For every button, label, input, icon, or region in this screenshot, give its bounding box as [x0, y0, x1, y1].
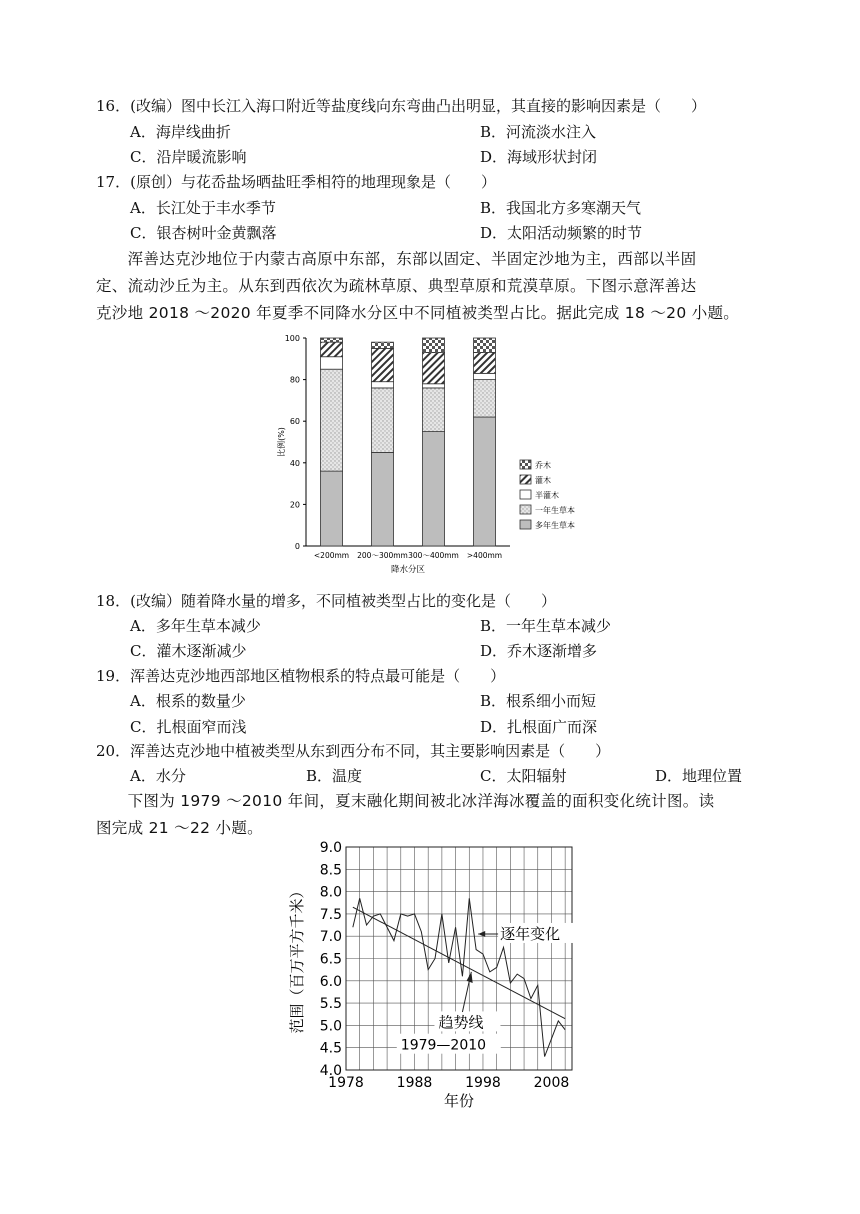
question-19-option-c: C．扎根面窄而浅 — [130, 718, 247, 736]
x-tick-label: <200mm — [313, 551, 350, 560]
legend-swatch — [520, 475, 531, 484]
question-20-option-a: A．水分 — [130, 767, 186, 785]
y-tick-label: 8.5 — [319, 862, 342, 879]
bar-segment — [372, 382, 394, 388]
question-17-stem: 17．(原创）与花岙盐场晒盐旺季相符的地理现象是（ ） — [96, 173, 496, 191]
vegetation-chart-svg — [270, 328, 600, 584]
bar-segment — [423, 384, 445, 388]
x-axis-label: 年份 — [443, 1092, 475, 1110]
x-tick-label: 1988 — [396, 1075, 433, 1091]
question-20-option-c: C．太阳辐射 — [480, 767, 567, 785]
question-20-option-d: D．地理位置 — [655, 767, 743, 785]
y-tick-label: 0 — [294, 542, 300, 551]
legend-label: 乔木 — [535, 461, 551, 470]
question-20-option-b: B．温度 — [306, 767, 363, 785]
bar-segment — [372, 452, 394, 546]
y-tick-label: 7.5 — [319, 906, 342, 923]
x-tick-label: 2008 — [533, 1075, 570, 1091]
legend-swatch — [520, 460, 531, 469]
legend-swatch — [520, 490, 531, 499]
x-tick-label: >400mm — [466, 551, 503, 560]
y-axis-label: 比例(%) — [277, 427, 286, 457]
bar-segment — [423, 353, 445, 384]
question-18-option-c: C．灌木逐渐减少 — [130, 642, 247, 660]
passage-2-line: 下图为 1979 ～2010 年间，夏末融化期间被北冰洋海冰覆盖的面积变化统计图。读 — [96, 792, 715, 810]
bar-segment — [474, 353, 496, 374]
bar-segment — [423, 432, 445, 546]
bar-segment — [372, 342, 394, 348]
yearly-change-line — [353, 898, 565, 1056]
bar-segment — [321, 357, 343, 369]
y-tick-label: 5.0 — [319, 1018, 342, 1035]
y-tick-label: 5.5 — [319, 996, 342, 1013]
passage-1 — [96, 246, 776, 327]
y-tick-label: 4.5 — [319, 1040, 342, 1057]
question-20-stem: 20．浑善达克沙地中植被类型从东到西分布不同，其主要影响因素是（ ） — [96, 742, 611, 760]
y-tick-label: 4.0 — [319, 1063, 342, 1079]
sea-ice-line-chart — [284, 838, 584, 1118]
question-16-option-a: A．海岸线曲折 — [130, 123, 231, 141]
y-tick-label: 9.0 — [319, 840, 342, 856]
bar-segment — [474, 417, 496, 546]
passage-1-line: 定、流动沙丘为主。从东到西依次为疏林草原、典型草原和荒漠草原。下图示意浑善达 — [96, 277, 697, 295]
question-19-option-b: B．根系细小而短 — [480, 692, 597, 710]
y-tick-label: 20 — [289, 500, 300, 510]
question-16-stem: 16．(改编）图中长江入海口附近等盐度线向东弯曲凸出明显，其直接的影响因素是（ ） — [96, 97, 706, 115]
legend-label: 灌木 — [535, 476, 551, 485]
bar-segment — [321, 471, 343, 546]
question-18-option-b: B．一年生草本减少 — [480, 617, 612, 635]
legend-swatch — [520, 520, 531, 529]
annotation-trend-line: 趋势线 — [438, 1013, 484, 1032]
x-tick-label: 1978 — [328, 1075, 364, 1091]
legend-swatch — [520, 505, 531, 514]
legend-label: 一年生草本 — [535, 506, 575, 515]
bar-segment — [474, 338, 496, 353]
bar-segment — [321, 338, 343, 342]
question-16-option-d: D．海域形状封闭 — [480, 148, 598, 166]
passage-1-line: 浑善达克沙地位于内蒙古高原中东部，东部以固定、半固定沙地为主，西部以半固 — [96, 250, 697, 268]
annotation-yearly-change: 逐年变化 — [500, 924, 561, 943]
question-17-option-c: C．银杏树叶金黄飘落 — [130, 224, 277, 242]
bar-segment — [372, 388, 394, 452]
passage-2-line: 图完成 21 ～22 小题。 — [96, 819, 263, 837]
y-tick-label: 7.0 — [319, 929, 342, 946]
bar-segment — [372, 348, 394, 381]
y-tick-label: 100 — [284, 334, 300, 343]
y-axis-label: 范围（百万平方千米） — [288, 883, 306, 1034]
y-tick-label: 60 — [289, 417, 300, 427]
question-18-option-a: A．多年生草本减少 — [130, 617, 261, 635]
question-17-option-b: B．我国北方多寒潮天气 — [480, 199, 642, 217]
y-tick-label: 80 — [289, 375, 300, 385]
y-tick-label: 6.0 — [319, 973, 342, 990]
x-tick-label: 1998 — [465, 1075, 501, 1091]
y-tick-label: 8.0 — [319, 884, 342, 901]
bar-segment — [321, 369, 343, 471]
bar-segment — [423, 388, 445, 432]
passage-2 — [96, 788, 776, 842]
y-tick-label: 6.5 — [319, 951, 342, 968]
vegetation-stacked-bar-chart — [270, 328, 600, 584]
sea-ice-chart-svg — [284, 838, 584, 1118]
passage-1-line: 克沙地 2018 ～2020 年夏季不同降水分区中不同植被类型占比。据此完成 18 ～20 小题。 — [96, 304, 740, 322]
y-tick-label: 40 — [289, 458, 300, 468]
question-16-option-c: C．沿岸暖流影响 — [130, 148, 247, 166]
question-19-option-d: D．扎根面广而深 — [480, 718, 598, 736]
annotation-period: 1979—2010 — [400, 1037, 487, 1054]
bar-segment — [423, 338, 445, 353]
legend-label: 多年生草本 — [535, 521, 575, 530]
bar-segment — [321, 342, 343, 357]
question-17-option-a: A．长江处于丰水季节 — [130, 199, 276, 217]
question-17-option-d: D．太阳活动频繁的时节 — [480, 224, 643, 242]
x-tick-label: 300～400mm — [408, 551, 459, 560]
question-19-option-a: A．根系的数量少 — [130, 692, 246, 710]
legend-label: 半灌木 — [535, 491, 559, 500]
x-axis-label: 降水分区 — [390, 565, 426, 575]
question-18-stem: 18．(改编）随着降水量的增多，不同植被类型占比的变化是（ ） — [96, 592, 556, 610]
question-19-stem: 19．浑善达克沙地西部地区植物根系的特点最可能是（ ） — [96, 667, 506, 685]
question-18-option-d: D．乔木逐渐增多 — [480, 642, 598, 660]
bar-segment — [474, 373, 496, 379]
x-tick-label: 200～300mm — [357, 551, 408, 560]
bar-segment — [474, 380, 496, 417]
question-16-option-b: B．河流淡水注入 — [480, 123, 597, 141]
arrow-head-icon — [467, 972, 473, 983]
